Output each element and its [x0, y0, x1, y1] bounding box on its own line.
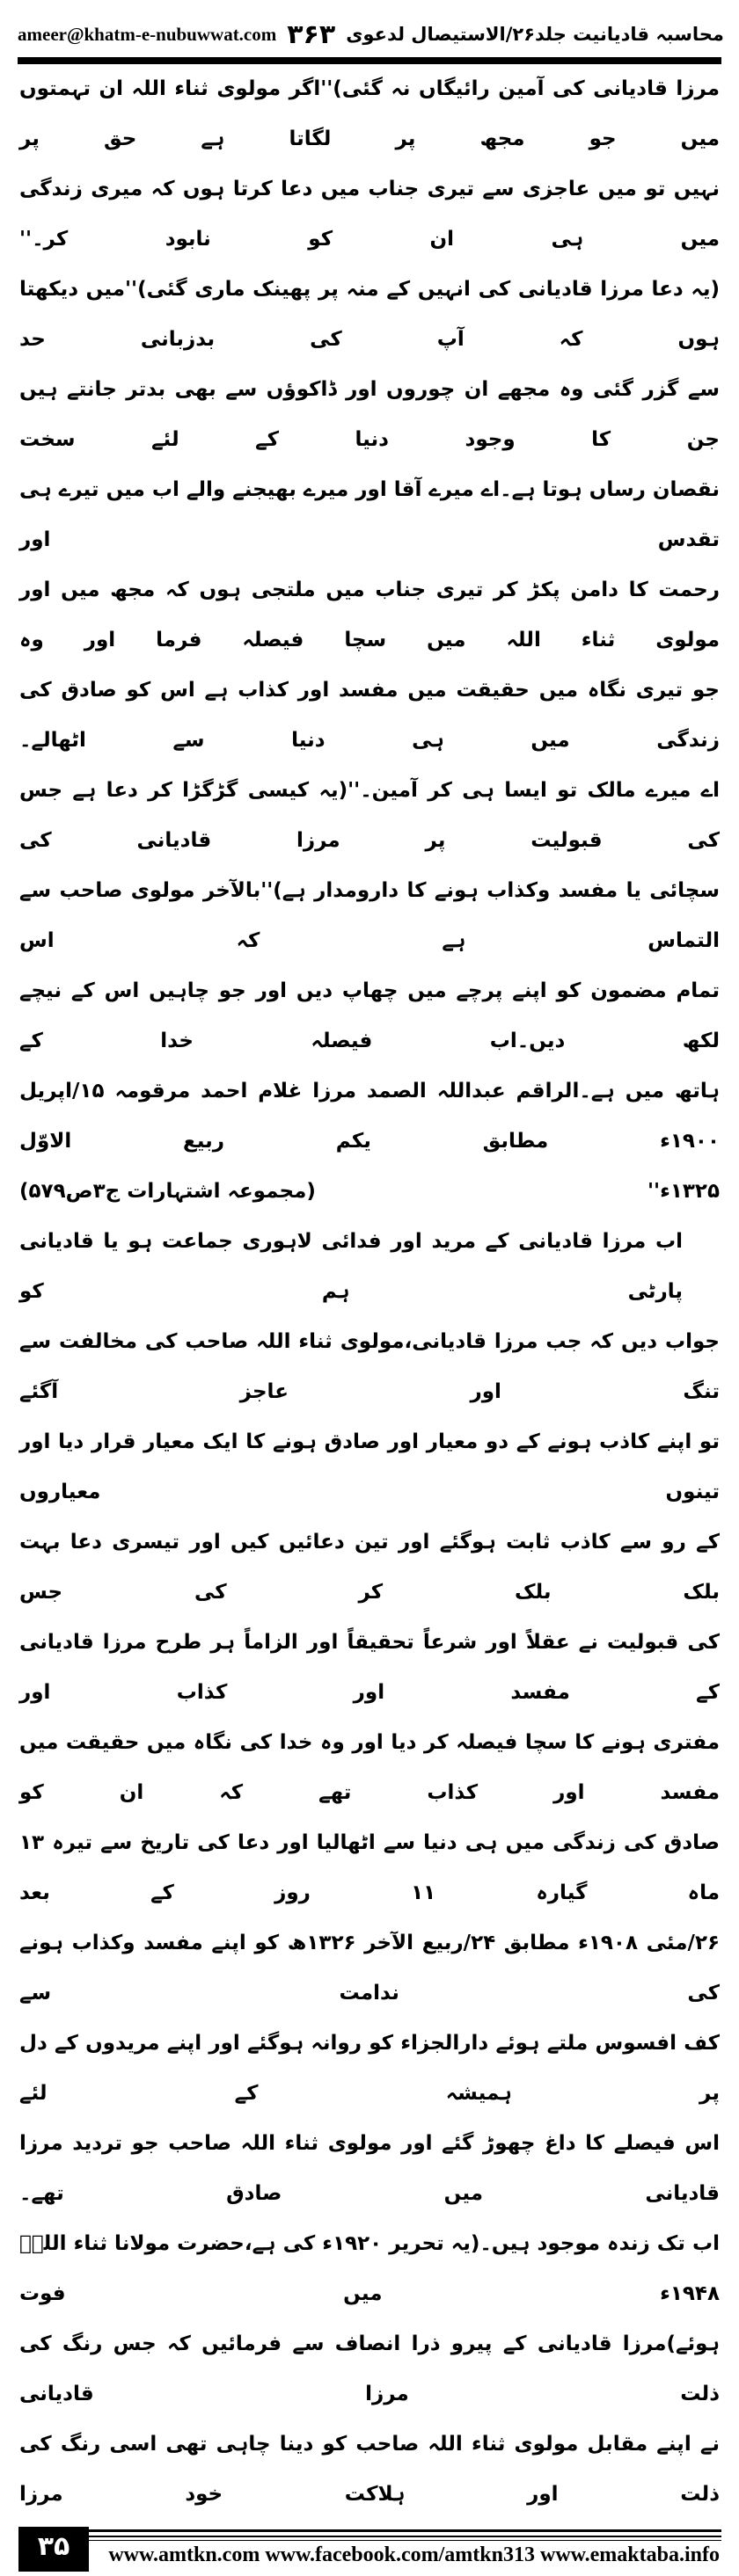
header-rule — [18, 57, 721, 64]
footer-rule — [89, 2536, 721, 2537]
text-line: ہوئے)مرزا قادیانی کے پیرو ذرا انصاف سے فرمائیں کہ جس رنگ کی ذلت مرزا قادیانی — [19, 2332, 720, 2405]
text-line: کف افسوس ملتے ہوئے دارالجزاء کو روانہ ہوگئے اور اپنے مریدوں کے دل پر ہمیشہ کے لئے — [19, 2032, 720, 2105]
text-line: اے میرے مالک تو ایسا ہی کر آمین۔''(یہ کیسی گڑگڑا کر دعا ہے جس کی قبولیت پر مرزا قادیانی کی — [19, 779, 720, 852]
text-line: مرزا قادیانی کی آمین رائیگاں نہ گئی)''اگر مولوی ثناء اللہ ان تہمتوں میں جو مجھ پر لگاتا ہے حق پر — [19, 77, 720, 150]
header-book-title: محاسبہ قادیانیت جلد۲۶/الاستیصال لدعوی — [346, 24, 724, 45]
text-line: ۲۶/مئی ۱۹۰۸ء مطابق ۲۴/ربیع الآخر ۱۳۲۶ھ کو اپنے مفسد وکذاب ہونے کی ندامت سے — [19, 1932, 721, 2005]
text-line: جو تیری نگاہ میں حقیقت میں مفسد اور کذاب ہے اس کو صادق کی زندگی میں ہی دنیا سے اٹھالے۔ — [19, 679, 720, 752]
footer-page-number: ۳۵ — [18, 2527, 89, 2572]
page-body — [19, 64, 720, 2520]
text-line: ہاتھ میں ہے۔الراقم عبداللہ الصمد مرزا غلام احمد مرقومہ ۱۵/اپریل ۱۹۰۰ء مطابق یکم ربیع الاوّل — [19, 1080, 720, 1153]
citation-reference: (مجموعہ اشتہارات ج۳ص۵۷۹) — [19, 1180, 316, 1203]
footer-urls: www.amtkn.com www.facebook.com/amtkn313 www.emaktaba.info — [108, 2543, 720, 2566]
text-line: کی قبولیت نے عقلاً اور شرعاً تحقیقاً اور الزاماً ہر طرح مرزا قادیانی کے مفسد اور کذاب اور — [19, 1631, 720, 1704]
text-line: کے رو سے کاذب ثابت ہوگئے اور تین دعائیں کیں اور تیسری دعا بہت بلک بلک کر کی جس — [19, 1531, 720, 1604]
text-line: سے گزر گئی وہ مجھے ان چوروں اور ڈاکوؤں سے بھی بدتر جانتے ہیں جن کا وجود دنیا کے لئے سخت — [19, 378, 720, 451]
text-line: نے اپنے مقابل مولوی ثناء اللہ صاحب کو دینا چاہی تھی اسی رنگ کی ذلت اور ہلاکت خود مرزا — [19, 2433, 720, 2506]
text-line: مفتری ہونے کا سچا فیصلہ کر دیا اور وہ خدا کی نگاہ میں حقیقت میں مفسد اور کذاب تھے کہ ان کو — [19, 1731, 720, 1804]
citation-year: ۱۳۲۵ء'' — [648, 1180, 720, 1203]
text-line: سچائی یا مفسد وکذاب ہونے کا دارومدار ہے)''بالآخر مولوی صاحب سے التماس ہے کہ اس — [19, 879, 720, 952]
text-line: تمام مضمون کو اپنے پرچے میں چھاپ دیں اور جو چاہیں اس کے نیچے لکھ دیں۔اب فیصلہ خدا کے — [19, 979, 720, 1052]
text-line: نقصان رساں ہوتا ہے۔اے میرے آقا اور میرے بھیجنے والے اب میں تیرے ہی تقدس اور — [19, 478, 720, 551]
text-line: اب تک زندہ موجود ہیں۔(یہ تحریر ۱۹۲۰ء کی ہے،حضرت مولانا ثناء اللہؒ ۱۹۴۸ء میں فوت — [19, 2232, 721, 2305]
text-line: تو اپنے کاذب ہونے کے دو معیار اور صادق ہونے کا ایک معیار قرار دیا اور تینوں معیاروں — [19, 1430, 720, 1503]
page-footer — [18, 2527, 721, 2572]
paragraph-start-line: اب مرزا قادیانی کے مرید اور فدائی لاہوری جماعت ہو یا قادیانی پارٹی ہم کو — [19, 1230, 683, 1303]
text-line: نہیں تو میں عاجزی سے تیری جناب میں دعا کرتا ہوں کہ میری زندگی میں ہی ان کو نابود کر۔'' — [19, 178, 720, 251]
text-line: (یہ دعا مرزا قادیانی کی انہیں کے منہ پر پھینک ماری گئی)''میں دیکھتا ہوں کہ آپ کی بدزبانی حد — [19, 278, 720, 351]
text-line: اس فیصلے کا داغ چھوڑ گئے اور مولوی ثناء اللہ صاحب جو تردید مرزا قادیانی میں صادق تھے۔ — [19, 2132, 720, 2205]
footer-rule — [89, 2529, 721, 2532]
footer-rule — [89, 2540, 721, 2541]
text-line: رحمت کا دامن پکڑ کر تیری جناب میں ملتجی ہوں کہ مجھ میں اور مولوی ثناء اللہ میں سچا فیصلہ فرما اور وہ — [19, 579, 720, 651]
header-page-number: ۳۶۳ — [287, 18, 336, 50]
text-line: صادق کی زندگی میں ہی دنیا سے اٹھالیا اور دعا کی تاریخ سے تیرہ ۱۳ ماہ گیارہ ۱۱ روز کے بعد — [19, 1831, 720, 1904]
page-header — [18, 0, 724, 55]
citation-line — [19, 1167, 720, 1217]
header-email: ameer@khatm-e-nubuwwat.com — [18, 23, 277, 45]
text-line: جواب دیں کہ جب مرزا قادیانی،مولوی ثناء اللہ صاحب کی مخالفت سے تنگ اور عاجز آگئے — [19, 1330, 720, 1403]
